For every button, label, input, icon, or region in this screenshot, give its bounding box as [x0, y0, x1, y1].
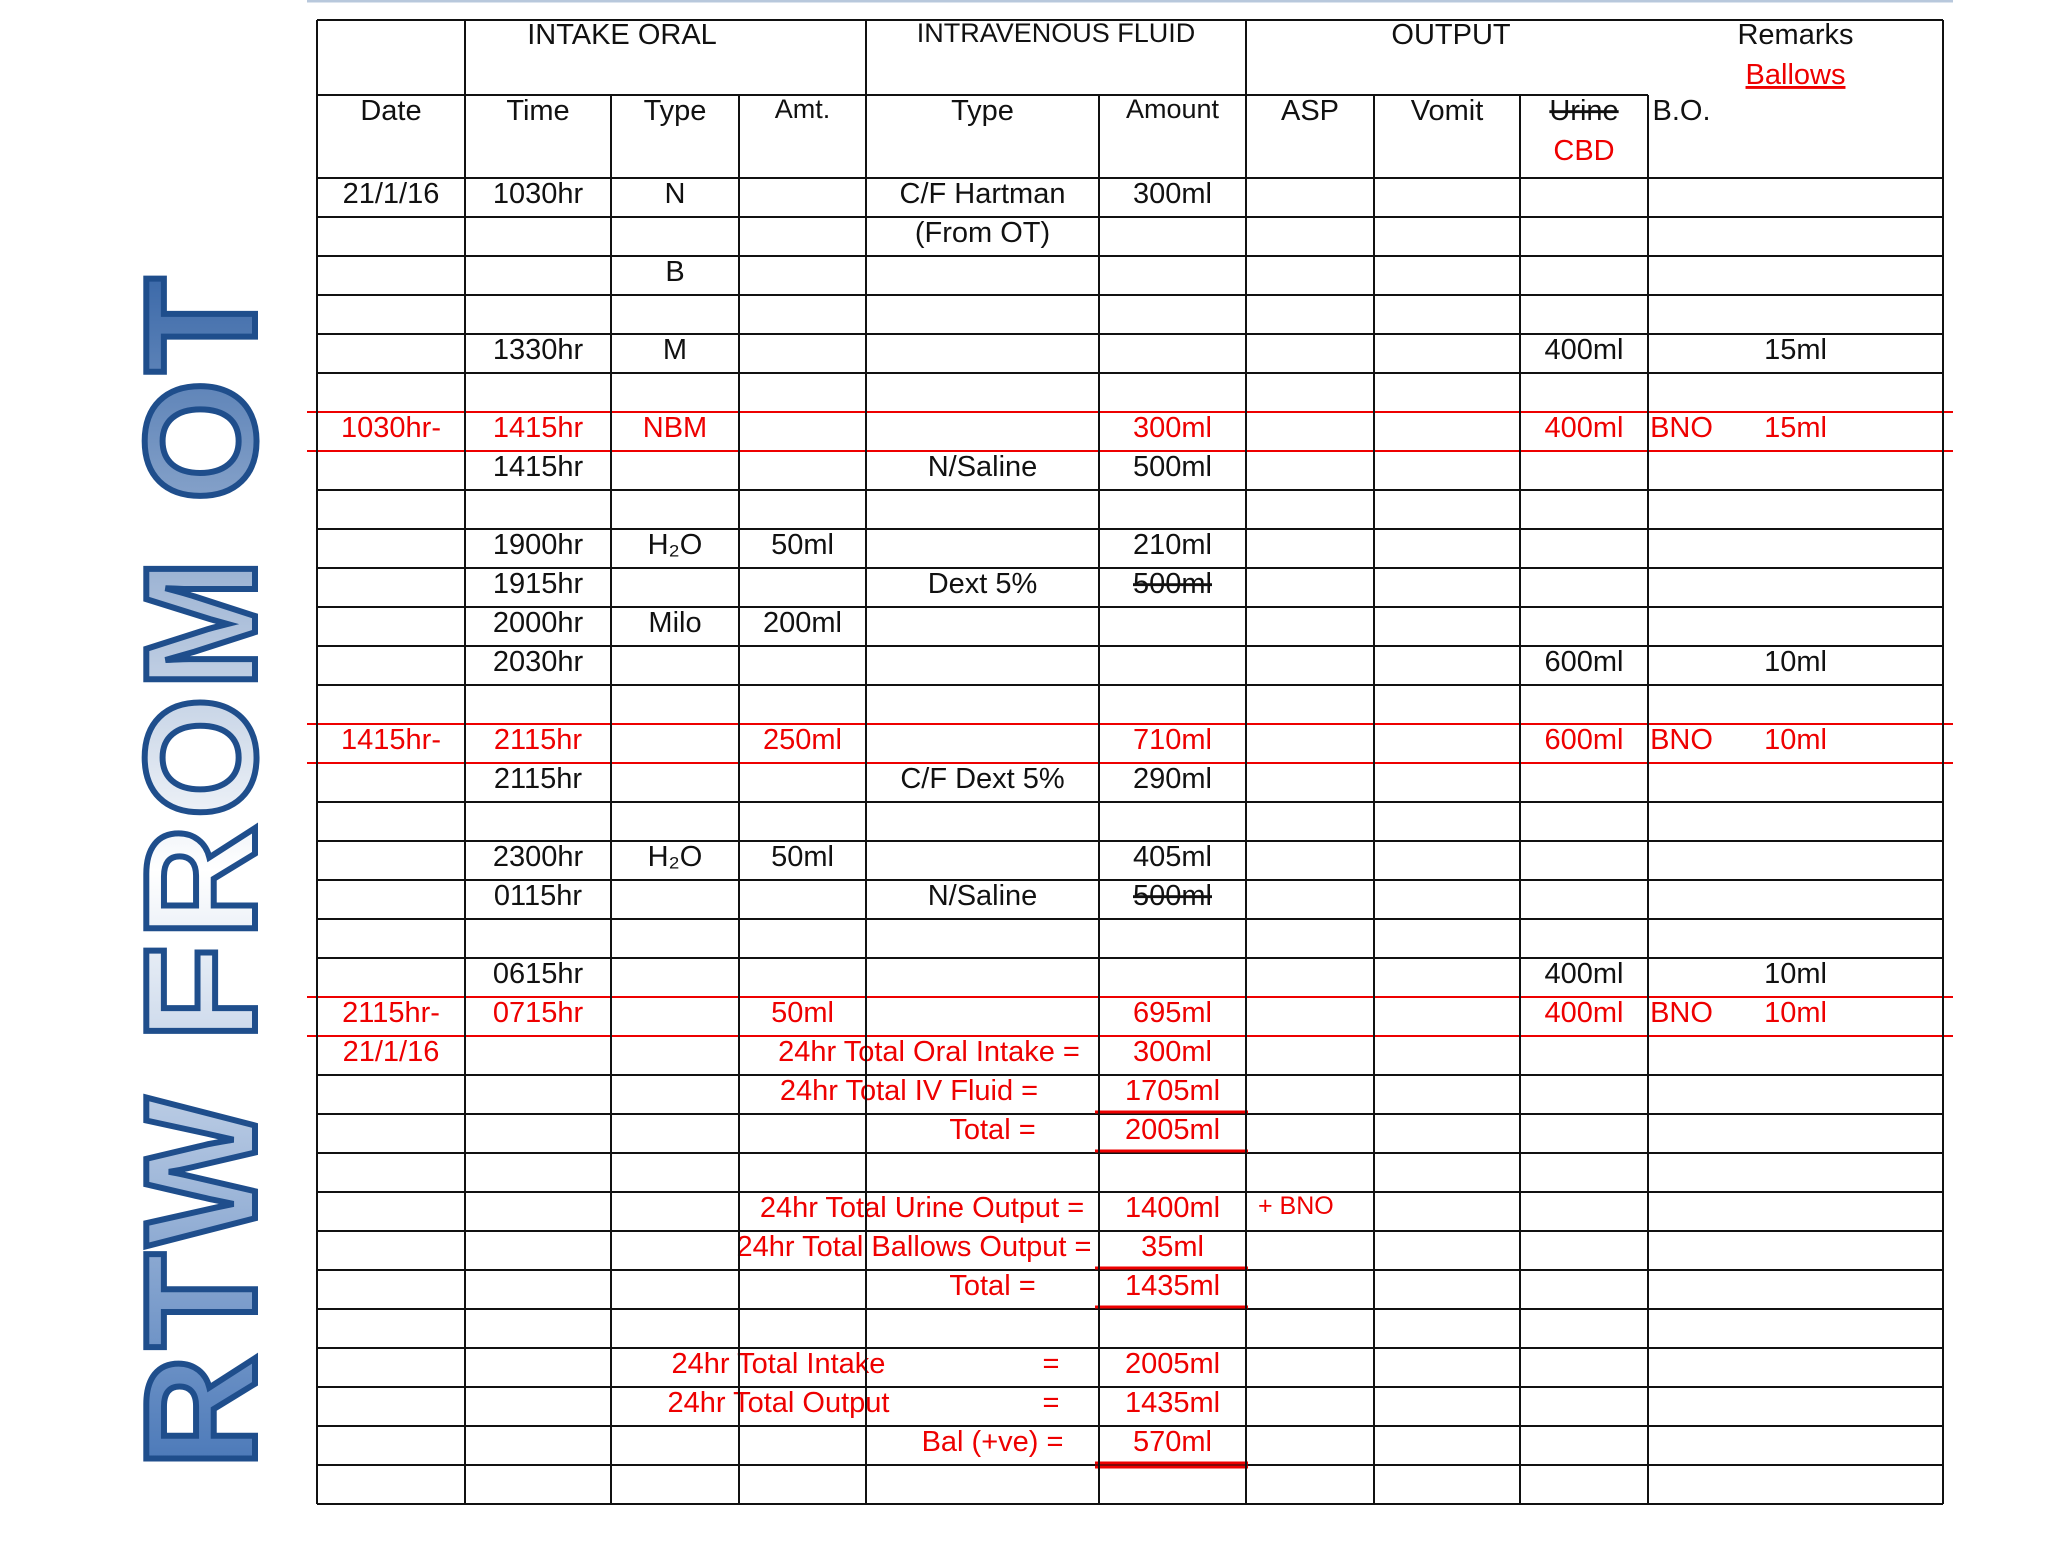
cell-remarks: 10ml	[1764, 724, 1827, 756]
cell-amt: 250ml	[763, 724, 842, 756]
summary-total-intake-value: 2005ml	[1124, 1114, 1221, 1146]
cell-urine: 400ml	[1544, 997, 1624, 1029]
cell-iv-amount: 210ml	[1133, 529, 1212, 561]
cell-iv-type: C/F Dext 5%	[900, 763, 1065, 795]
cell-iv-amount: 405ml	[1133, 841, 1212, 873]
summary-oral-label: 24hr Total Oral Intake =	[778, 1036, 1080, 1068]
cell-bo: BNO	[1650, 412, 1713, 444]
cell-time: 1415hr	[492, 451, 584, 483]
side-banner-graphic	[0, 0, 300, 1536]
cell-type: B	[665, 256, 685, 288]
cell-time: 2115hr	[493, 724, 583, 756]
cell-time: 1330hr	[492, 334, 584, 366]
col-header-vomit: Vomit	[1410, 95, 1484, 127]
summary-total-output-value: 1435ml	[1124, 1270, 1221, 1302]
cell-time: 2300hr	[492, 841, 584, 873]
cell-iv-amount: 695ml	[1133, 997, 1212, 1029]
col-header-urine-cbd: CBD	[1553, 135, 1615, 167]
col-header-amt: Amt.	[774, 94, 831, 124]
summary-24hr-output-label: 24hr Total Output	[667, 1387, 890, 1419]
cell-date: 1030hr-	[341, 412, 441, 444]
col-header-iv-type: Type	[951, 95, 1014, 127]
cell-urine: 600ml	[1544, 724, 1624, 756]
header-remarks: Remarks	[1737, 19, 1854, 51]
col-header-asp: ASP	[1280, 95, 1340, 127]
summary-24hr-intake-eq: =	[1042, 1348, 1060, 1380]
col-header-time: Time	[506, 95, 570, 127]
cell-time: 2115hr	[493, 763, 583, 795]
summary-24hr-output-value: 1435ml	[1124, 1387, 1221, 1419]
cell-iv-type: Dext 5%	[927, 568, 1038, 600]
header-iv-fluid: INTRAVENOUS FLUID	[916, 18, 1196, 48]
cell-urine: 400ml	[1544, 958, 1624, 990]
cell-amt: 50ml	[771, 529, 834, 561]
header-intake-oral: INTAKE ORAL	[527, 19, 717, 51]
summary-iv-label: 24hr Total IV Fluid =	[779, 1075, 1039, 1107]
col-header-urine: Urine	[1549, 95, 1619, 127]
summary-date: 21/1/16	[342, 1036, 440, 1068]
cell-amt: 50ml	[771, 997, 834, 1029]
cell-time: 1900hr	[492, 529, 584, 561]
cell-type: Milo	[648, 607, 702, 639]
cell-remarks: 15ml	[1764, 334, 1827, 366]
cell-remarks: 10ml	[1764, 646, 1827, 678]
cell-time: 0715hr	[492, 997, 584, 1029]
cell-time: 0615hr	[492, 958, 584, 990]
cell-type: N	[664, 178, 686, 210]
cell-bo: BNO	[1650, 724, 1713, 756]
side-banner	[0, 0, 300, 1536]
cell-date: 21/1/16	[342, 178, 440, 210]
col-header-type: Type	[643, 95, 707, 127]
cell-urine: 600ml	[1544, 646, 1624, 678]
summary-24hr-output-eq: =	[1042, 1387, 1060, 1419]
summary-balance-value: 570ml	[1133, 1426, 1212, 1458]
cell-iv-amount: 300ml	[1133, 412, 1212, 444]
cell-remarks: 10ml	[1764, 997, 1827, 1029]
cell-date: 2115hr-	[342, 997, 440, 1029]
cell-iv-type: N/Saline	[927, 880, 1038, 912]
cell-bo: BNO	[1650, 997, 1713, 1029]
col-header-date: Date	[360, 95, 422, 127]
cell-type: H₂O	[647, 841, 703, 873]
cell-time: 1415hr	[492, 412, 584, 444]
cell-iv-type: C/F Hartman	[899, 178, 1066, 210]
cell-date: 1415hr-	[341, 724, 441, 756]
cell-iv-type: N/Saline	[927, 451, 1038, 483]
cell-type: M	[662, 334, 688, 366]
cell-urine: 400ml	[1544, 412, 1624, 444]
summary-total-intake-label: Total =	[949, 1114, 1036, 1146]
cell-time: 2030hr	[492, 646, 584, 678]
cell-time: 0115hr	[493, 880, 583, 912]
header-output: OUTPUT	[1391, 19, 1511, 51]
cell-time: 2000hr	[492, 607, 584, 639]
summary-24hr-intake-label: 24hr Total Intake	[671, 1348, 886, 1380]
cell-remarks: 10ml	[1764, 958, 1827, 990]
summary-balance-label: Bal (+ve) =	[921, 1426, 1064, 1458]
cell-time: 1915hr	[492, 568, 584, 600]
col-header-bo: B.O.	[1652, 95, 1711, 127]
summary-ballows-value: 35ml	[1141, 1231, 1204, 1263]
cell-remarks: 15ml	[1764, 412, 1827, 444]
header-remarks-ballows: Ballows	[1745, 59, 1846, 91]
summary-urine-label: 24hr Total Urine Output =	[759, 1192, 1085, 1224]
cell-amt: 200ml	[763, 607, 842, 639]
cell-amt: 50ml	[771, 841, 834, 873]
cell-iv-amount: 500ml	[1133, 880, 1212, 912]
cell-time: 1030hr	[492, 178, 584, 210]
cell-iv-amount: 290ml	[1133, 763, 1212, 795]
cell-iv-amount: 500ml	[1133, 568, 1212, 600]
cell-iv-amount: 500ml	[1133, 451, 1212, 483]
summary-24hr-intake-value: 2005ml	[1124, 1348, 1221, 1380]
cell-urine: 400ml	[1544, 334, 1624, 366]
summary-urine-note: + BNO	[1258, 1192, 1334, 1220]
cell-iv-type: (From OT)	[914, 217, 1051, 249]
fluid-balance-chart	[300, 0, 2048, 1536]
side-title: RTW FROM OT	[113, 270, 289, 1470]
cell-iv-amount: 710ml	[1133, 724, 1212, 756]
col-header-iv-amount: Amount	[1125, 94, 1220, 124]
cell-type: NBM	[642, 412, 708, 444]
cell-type: H₂O	[647, 529, 703, 561]
summary-ballows-label: 24hr Total Ballows Output =	[736, 1231, 1092, 1263]
summary-total-output-label: Total =	[949, 1270, 1036, 1302]
cell-iv-amount: 300ml	[1133, 178, 1212, 210]
summary-oral-value: 300ml	[1133, 1036, 1212, 1068]
summary-iv-value: 1705ml	[1124, 1075, 1221, 1107]
summary-urine-value: 1400ml	[1124, 1192, 1221, 1224]
